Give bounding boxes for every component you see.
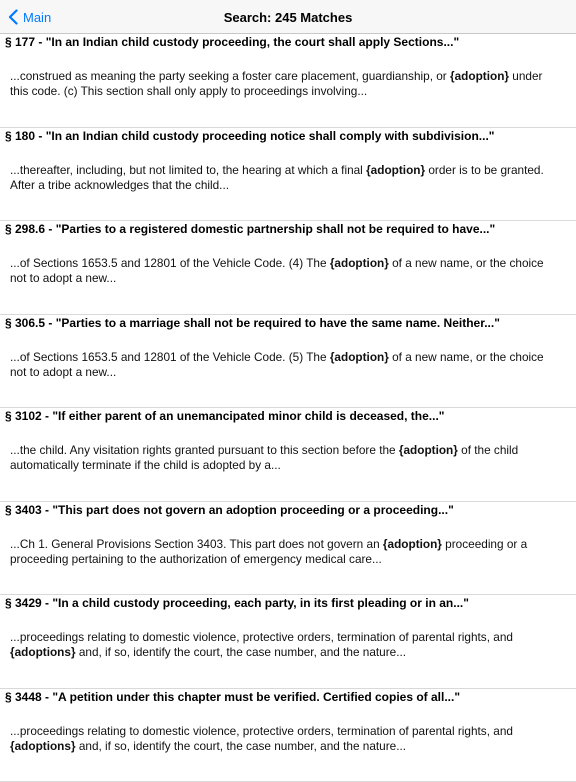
back-button[interactable] — [8, 0, 51, 34]
result-snippet — [10, 256, 562, 286]
result-snippet — [10, 350, 562, 380]
snippet-text: of a new name, or the choice not to adopt a new... — [10, 256, 544, 285]
result-title: § 180 - "In an Indian child custody proceeding notice shall comply with subdivision..." — [5, 129, 572, 144]
result-title: § 177 - "In an Indian child custody proceeding, the court shall apply Sections..." — [5, 35, 572, 50]
snippet-text: ...thereafter, including, but not limited to, the hearing at which a final — [10, 163, 366, 177]
search-result-item[interactable] — [0, 315, 576, 409]
snippet-text: ...proceedings relating to domestic violence, protective orders, termination of parental rights, and — [10, 630, 513, 644]
result-snippet — [10, 69, 562, 99]
match-highlight: {adoptions} — [10, 645, 76, 659]
match-highlight: {adoption} — [330, 350, 389, 364]
match-highlight: {adoptions} — [10, 739, 76, 753]
page-title: Search: 245 Matches — [0, 0, 576, 34]
snippet-text: ...construed as meaning the party seeking a foster care placement, guardianship, or — [10, 69, 450, 83]
snippet-text: and, if so, identify the court, the case number, and the nature... — [76, 645, 407, 659]
search-results-list — [0, 34, 576, 782]
result-title: § 3102 - "If either parent of an unemancipated minor child is deceased, the..." — [5, 409, 572, 424]
result-title: § 3403 - "This part does not govern an adoption proceeding or a proceeding..." — [5, 503, 572, 518]
match-highlight: {adoption} — [450, 69, 509, 83]
snippet-text: of the child automatically terminate if the child is adopted by a... — [10, 443, 518, 472]
snippet-text: and, if so, identify the court, the case number, and the nature... — [76, 739, 407, 753]
search-result-item[interactable] — [0, 221, 576, 315]
result-snippet — [10, 163, 562, 193]
match-highlight: {adoption} — [366, 163, 425, 177]
snippet-text: ...of Sections 1653.5 and 12801 of the Vehicle Code. (5) The — [10, 350, 330, 364]
snippet-text: ...of Sections 1653.5 and 12801 of the Vehicle Code. (4) The — [10, 256, 330, 270]
result-snippet — [10, 630, 562, 660]
navigation-bar — [0, 0, 576, 34]
result-snippet — [10, 537, 562, 567]
match-highlight: {adoption} — [383, 537, 442, 551]
search-result-item[interactable] — [0, 34, 576, 128]
snippet-text: ...Ch 1. General Provisions Section 3403. This part does not govern an — [10, 537, 383, 551]
search-result-item[interactable] — [0, 595, 576, 689]
search-result-item[interactable] — [0, 408, 576, 502]
result-title: § 306.5 - "Parties to a marriage shall not be required to have the same name. Neither..." — [5, 316, 572, 331]
snippet-text: order is to be granted. After a tribe acknowledges that the child... — [10, 163, 544, 192]
snippet-text: ...the child. Any visitation rights granted pursuant to this section before the — [10, 443, 399, 457]
search-result-item[interactable] — [0, 502, 576, 596]
result-snippet — [10, 443, 562, 473]
snippet-text: under this code. (c) This section shall only apply to proceedings involving... — [10, 69, 542, 98]
snippet-text: proceeding or a proceeding pertaining to the authorization of emergency medical care... — [10, 537, 527, 566]
match-highlight: {adoption} — [399, 443, 458, 457]
match-highlight: {adoption} — [330, 256, 389, 270]
result-snippet — [10, 724, 562, 754]
chevron-left-icon — [8, 9, 18, 25]
snippet-text: ...proceedings relating to domestic violence, protective orders, termination of parental rights, and — [10, 724, 513, 738]
snippet-text: of a new name, or the choice not to adopt a new... — [10, 350, 544, 379]
result-title: § 298.6 - "Parties to a registered domestic partnership shall not be required to have..." — [5, 222, 572, 237]
back-button-label: Main — [23, 10, 51, 25]
result-title: § 3429 - "In a child custody proceeding, each party, in its first pleading or in an..." — [5, 596, 572, 611]
search-result-item[interactable] — [0, 128, 576, 222]
result-title: § 3448 - "A petition under this chapter must be verified. Certified copies of all..." — [5, 690, 572, 705]
